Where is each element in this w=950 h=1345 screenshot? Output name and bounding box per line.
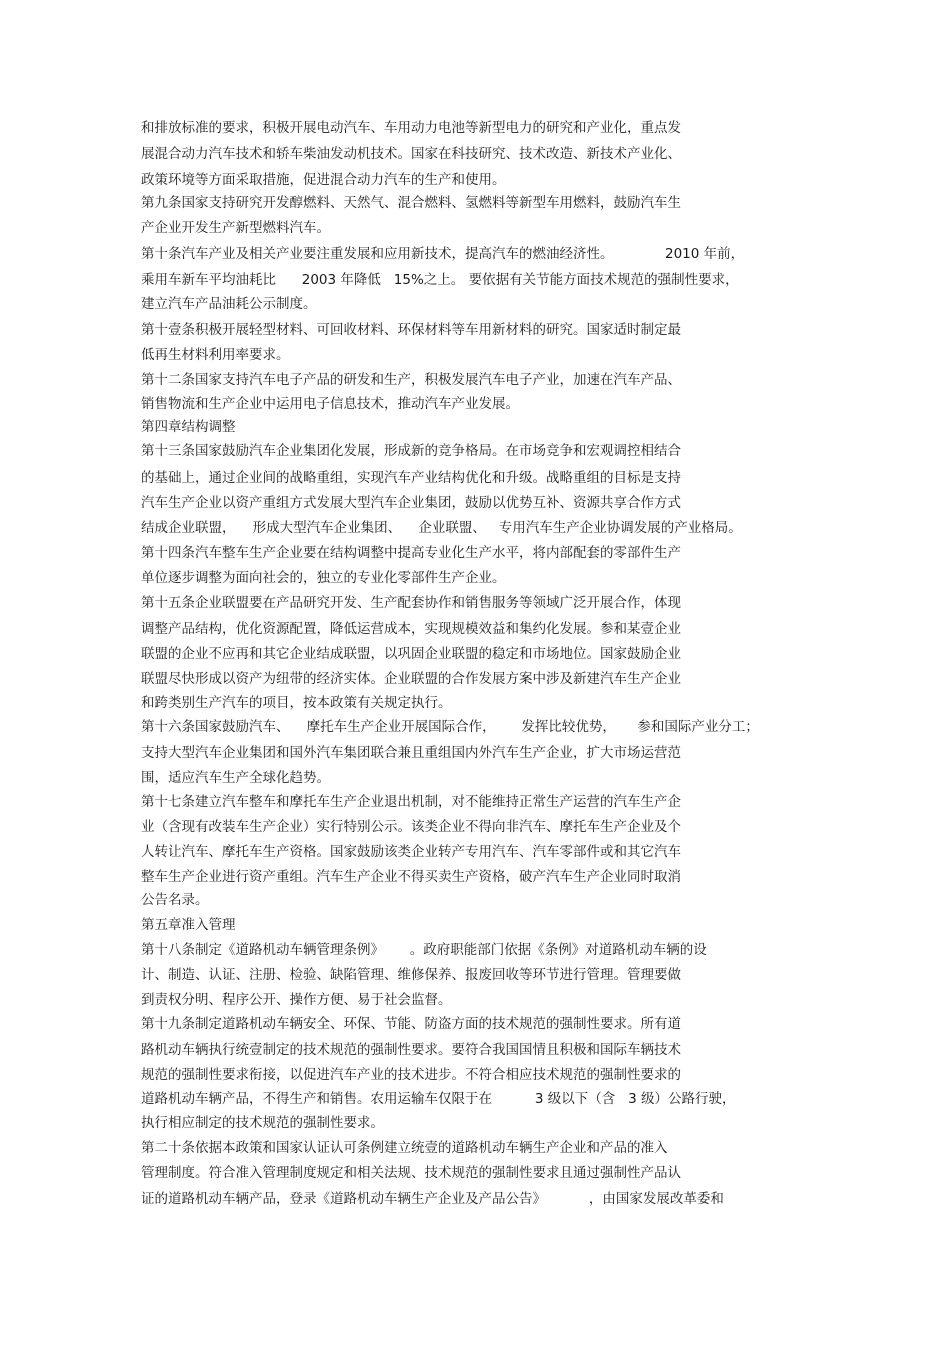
text-line: 第十七条建立汽车整车和摩托车生产企业退出机制，对不能维持正常生产运营的汽车生产企 (141, 794, 681, 810)
text-line: 第九条国家支持研究开发醇燃料、天然气、混合燃料、氢燃料等新型车用燃料，鼓励汽车生 (141, 195, 681, 211)
text-line: 展混合动力汽车技术和轿车柴油发动机技术。国家在科技研究、技术改造、新技术产业化、 (141, 146, 681, 162)
text-line: 证的道路机动车辆产品，登录《道路机动车辆生产企业及产品公告》 ，由国家发展改革委和 (141, 1191, 724, 1207)
text-line: 汽车生产企业以资产重组方式发展大型汽车企业集团，鼓励以优势互补、资源共享合作方式 (141, 495, 681, 511)
text-line: 第十六条国家鼓励汽车、 摩托车生产企业开展国际合作， 发挥比较优势， 参和国际产业分工； (141, 719, 759, 735)
text-line: 单位逐步调整为面向社会的，独立的专业化零部件生产企业。 (141, 570, 506, 586)
chapter-heading: 第四章结构调整 (141, 419, 236, 435)
text-line: 第十三条国家鼓励汽车企业集团化发展，形成新的竞争格局。在市场竞争和宏观调控相结合 (141, 443, 681, 459)
text-line: 到责权分明、程序公开、操作方便、易于社会监督。 (141, 992, 452, 1008)
text-line: 乘用车新车平均油耗比 2003 年降低 15%之上。 要依据有关节能方面技术规范的强制性要求， (141, 272, 739, 288)
text-line: 第十八条制定《道路机动车辆管理条例》 。政府职能部门依据《条例》对道路机动车辆的设 (141, 942, 707, 958)
text-line: 第十五条企业联盟要在产品研究开发、生产配套协作和销售服务等领域广泛开展合作，体现 (141, 595, 681, 611)
text-line: 执行相应制定的技术规范的强制性要求。 (141, 1115, 384, 1131)
text-line: 公告名录。 (141, 892, 209, 908)
text-line: 产企业开发生产新型燃料汽车。 (141, 220, 330, 236)
text-line: 销售物流和生产企业中运用电子信息技术，推动汽车产业发展。 (141, 396, 519, 412)
text-line: 规范的强制性要求衔接，以促进汽车产业的技术进步。不符合相应技术规范的强制性要求的 (141, 1067, 681, 1083)
text-line: 政策环境等方面采取措施，促进混合动力汽车的生产和使用。 (141, 172, 506, 188)
text-line: 联盟尽快形成以资产为纽带的经济实体。企业联盟的合作发展方案中涉及新建汽车生产企业 (141, 671, 681, 687)
text-line: 建立汽车产品油耗公示制度。 (141, 296, 317, 312)
text-line: 第十壹条积极开展轻型材料、可回收材料、环保材料等车用新材料的研究。国家适时制定最 (141, 322, 681, 338)
text-line: 围，适应汽车生产全球化趋势。 (141, 770, 330, 786)
text-line: 第十九条制定道路机动车辆安全、环保、节能、防盗方面的技术规范的强制性要求。所有道 (141, 1016, 681, 1032)
text-line: 低再生材料利用率要求。 (141, 347, 290, 363)
text-line: 的基础上，通过企业间的战略重组，实现汽车产业结构优化和升级。战略重组的目标是支持 (141, 470, 681, 486)
text-line: 道路机动车辆产品，不得生产和销售。农用运输车仅限于在 3 级以下（含 3 级）公路行驶， (141, 1091, 736, 1107)
text-line: 结成企业联盟， 形成大型汽车企业集团、 企业联盟、 专用汽车生产企业协调发展的产业格局。 (141, 520, 742, 536)
text-line: 第十条汽车产业及相关产业要注重发展和应用新技术，提高汽车的燃油经济性。 2010 年前， (141, 246, 745, 262)
text-line: 人转让汽车、摩托车生产资格。国家鼓励该类企业转产专用汽车、汽车零部件或和其它汽车 (141, 844, 681, 860)
text-line: 业（含现有改装车生产企业）实行特别公示。该类企业不得向非汽车、摩托车生产企业及个 (141, 819, 681, 835)
text-line: 第二十条依据本政策和国家认证认可条例建立统壹的道路机动车辆生产企业和产品的准入 (141, 1140, 668, 1156)
text-line: 和排放标准的要求，积极开展电动汽车、车用动力电池等新型电力的研究和产业化，重点发 (141, 120, 681, 136)
text-line: 路机动车辆执行统壹制定的技术规范的强制性要求。要符合我国国情且积极和国际车辆技术 (141, 1042, 681, 1058)
text-line: 管理制度。符合准入管理制度规定和相关法规、技术规范的强制性要求且通过强制性产品认 (141, 1165, 681, 1181)
text-line: 联盟的企业不应再和其它企业结成联盟，以巩固企业联盟的稳定和市场地位。国家鼓励企业 (141, 646, 681, 662)
text-line: 和跨类别生产汽车的项目，按本政策有关规定执行。 (141, 695, 452, 711)
chapter-heading: 第五章准入管理 (141, 917, 236, 933)
text-line: 第十四条汽车整车生产企业要在结构调整中提高专业化生产水平，将内部配套的零部件生产 (141, 545, 681, 561)
text-line: 调整产品结构，优化资源配置，降低运营成本，实现规模效益和集约化发展。参和某壹企业 (141, 621, 681, 637)
text-line: 整车生产企业进行资产重组。汽车生产企业不得买卖生产资格，破产汽车生产企业同时取消 (141, 869, 681, 885)
text-line: 计、制造、认证、注册、检验、缺陷管理、维修保养、报废回收等环节进行管理。管理要做 (141, 967, 681, 983)
text-line: 支持大型汽车企业集团和国外汽车集团联合兼且重组国内外汽车生产企业，扩大市场运营范 (141, 745, 681, 761)
text-line: 第十二条国家支持汽车电子产品的研发和生产，积极发展汽车电子产业，加速在汽车产品、 (141, 372, 681, 388)
